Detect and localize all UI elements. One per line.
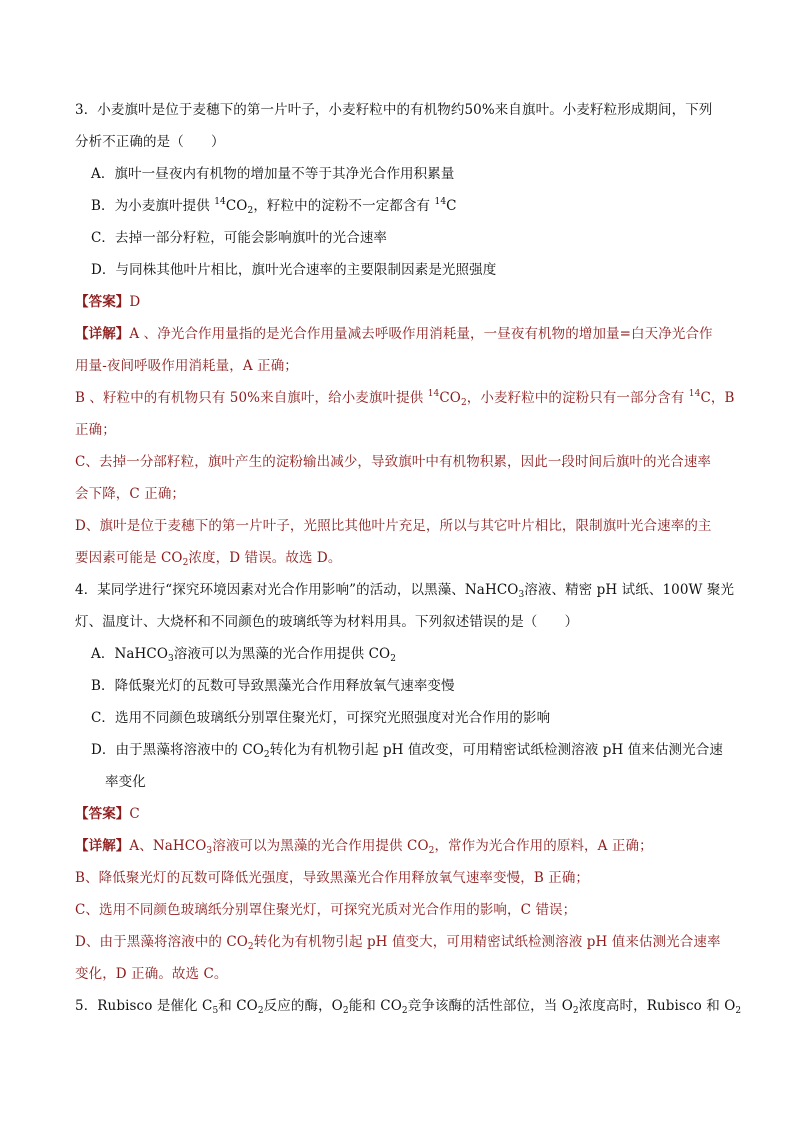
q3-detail-line-6: 会下降，C 正确； [75, 486, 186, 502]
q3-detail-line-1: 【详解】A 、净光合作用量指的是光合作用量减去呼吸作用消耗量，一昼夜有机物的增加量=白天净光合作 [75, 326, 713, 342]
q3-detail-line-2: 用量-夜间呼吸作用消耗量，A 正确； [75, 358, 298, 374]
q4-option-d-line-1: D．由于黑藻将溶液中的 $CO_2$转化为有机物引起 pH 值改变，可用精密试纸检测溶液 pH 值来估测光合速 [91, 742, 723, 760]
q3-option-a: A．旗叶一昼夜内有机物的增加量不等于其净光合作用积累量 [91, 166, 455, 182]
q4-stem-line-2: 灯、温度计、大烧杯和不同颜色的玻璃纸等为材料用具。下列叙述错误的是（ ） [75, 614, 579, 630]
q4-detail-line-1: 【详解】A、NaHCO$_3$溶液可以为黑藻的光合作用提供 $CO_2$，常作为光合作用的原料，A 正确； [75, 838, 653, 856]
q3-detail-line-8: 要因素可能是 $CO_2$浓度，D 错误。故选 D。 [75, 550, 342, 568]
q4-detail-line-5: 变化，D 正确。故选 C。 [75, 966, 228, 982]
q4-option-a: A．NaHCO$_3$溶液可以为黑藻的光合作用提供 $CO_2$ [91, 646, 397, 664]
q4-detail-line-4: D、由于黑藻将溶液中的 $CO_2$转化为有机物引起 pH 值变大，可用精密试纸检测溶液 pH 值来估测光合速率 [75, 934, 721, 952]
q4-option-b: B．降低聚光灯的瓦数可导致黑藻光合作用释放氧气速率变慢 [91, 678, 455, 694]
q3-detail-line-4: 正确； [75, 422, 116, 438]
q3-detail-line-7: D、旗叶是位于麦穗下的第一片叶子，光照比其他叶片充足，所以与其它叶片相比，限制旗叶光合速率的主 [75, 518, 712, 534]
q4-stem-line-1: 4．某同学进行“探究环境因素对光合作用影响”的活动，以黑藻、NaHCO$_3$溶液、精密 pH 试纸、100W 聚光 [75, 582, 735, 600]
q3-stem-line-2: 分析不正确的是（ ） [75, 134, 225, 150]
q4-answer: 【答案】C [75, 806, 140, 822]
q3-answer: 【答案】D [75, 294, 141, 310]
q4-detail-line-3: C、选用不同颜色玻璃纸分别罩住聚光灯，可探究光质对光合作用的影响，C 错误； [75, 902, 577, 918]
q3-option-c: C．去掉一部分籽粒，可能会影响旗叶的光合速率 [91, 230, 388, 246]
q4-detail-line-2: B、降低聚光灯的瓦数可降低光强度，导致黑藻光合作用释放氧气速率变慢，B 正确； [75, 870, 590, 886]
q3-option-d: D．与同株其他叶片相比，旗叶光合速率的主要限制因素是光照强度 [91, 262, 497, 278]
q3-detail-line-3: B 、籽粒中的有机物只有 50%来自旗叶，给小麦旗叶提供 $^{14}CO_2$，小麦籽粒中的淀粉只有一部分含有 $^{14}$C，B [75, 389, 735, 408]
q3-detail-line-5: C、去掉一分部籽粒，旗叶产生的淀粉输出减少，导致旗叶中有机物积累，因此一段时间后旗叶的光合速率 [75, 454, 712, 470]
q4-option-c: C．选用不同颜色玻璃纸分别罩住聚光灯，可探究光照强度对光合作用的影响 [91, 710, 551, 726]
q4-option-d-line-2: 率变化 [105, 774, 146, 790]
q5-stem-line-1: 5．Rubisco 是催化 $C_5$和 $CO_2$反应的酶，$O_2$能和 $CO_2$竞争该酶的活性部位，当 $O_2$浓度高时，Rubisco 和 $O_2$ [75, 998, 742, 1016]
q3-option-b: B．为小麦旗叶提供 $^{14}CO_2$，籽粒中的淀粉不一定都含有 $^{14}$C [91, 197, 457, 216]
q3-stem-line-1: 3．小麦旗叶是位于麦穗下的第一片叶子，小麦籽粒中的有机物约50%来自旗叶。小麦籽粒形成期间，下列 [75, 102, 713, 118]
